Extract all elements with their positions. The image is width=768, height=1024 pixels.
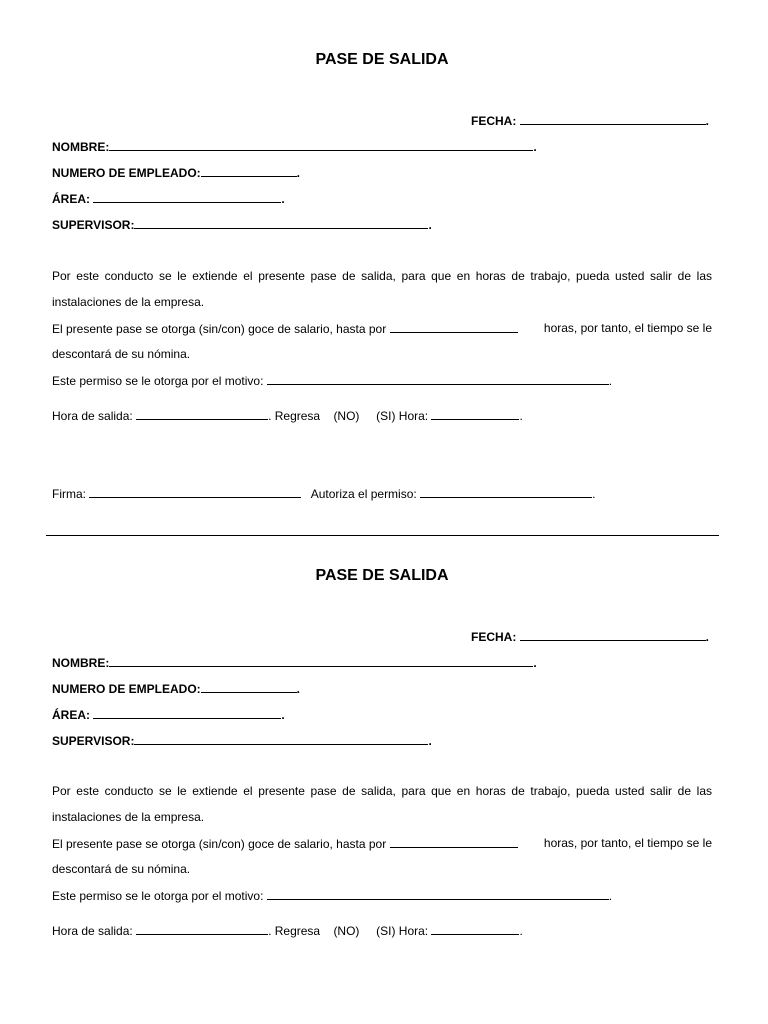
autoriza-blank[interactable] xyxy=(420,486,592,498)
nombre-row xyxy=(52,139,537,154)
area-blank[interactable] xyxy=(93,191,281,203)
area-blank[interactable] xyxy=(93,707,281,719)
fecha-blank[interactable] xyxy=(520,113,706,125)
fecha-period: . xyxy=(705,114,710,128)
motivo-blank[interactable] xyxy=(267,373,609,385)
motivo-label: Este permiso se le otorga por el motivo: xyxy=(52,889,264,903)
paragraph-2-line-2: descontará de su nómina. xyxy=(52,862,191,876)
para2-prefix: El presente pase se otorga (sin/con) goce de salario, hasta por xyxy=(52,322,387,336)
autoriza-label: Autoriza el permiso: xyxy=(310,487,417,501)
area-period: . xyxy=(281,708,285,722)
supervisor-row xyxy=(52,217,432,232)
empleado-blank[interactable] xyxy=(201,165,297,177)
area-label: ÁREA: xyxy=(52,192,90,206)
hora-salida-label: Hora de salida: xyxy=(52,924,133,938)
hora-regreso-blank[interactable] xyxy=(431,923,519,935)
area-label: ÁREA: xyxy=(52,708,90,722)
paragraph-2-line-1 xyxy=(52,321,712,336)
fecha-label: FECHA: xyxy=(471,630,517,644)
nombre-row xyxy=(52,655,537,670)
paragraph-2-line-1 xyxy=(52,836,712,851)
nombre-period: . xyxy=(533,140,537,154)
supervisor-period: . xyxy=(428,218,432,232)
area-row xyxy=(52,707,285,722)
empleado-row xyxy=(52,165,300,180)
paragraph-1-line-1: Por este conducto se le extiende el presente pase de salida, para que en horas de trabajo, pueda usted salir de las xyxy=(52,784,712,798)
empleado-label: NUMERO DE EMPLEADO: xyxy=(52,682,201,696)
motivo-label: Este permiso se le otorga por el motivo: xyxy=(52,374,264,388)
autoriza-period: . xyxy=(592,487,596,501)
hora-salida-blank[interactable] xyxy=(136,408,268,420)
supervisor-label: SUPERVISOR: xyxy=(52,218,135,232)
motivo-row xyxy=(52,373,612,388)
horas-blank[interactable] xyxy=(390,836,518,848)
area-period: . xyxy=(281,192,285,206)
motivo-period: . xyxy=(608,374,613,388)
motivo-row xyxy=(52,888,612,903)
fecha-label: FECHA: xyxy=(471,114,517,128)
hora-regreso-blank[interactable] xyxy=(431,408,519,420)
supervisor-row xyxy=(52,733,432,748)
motivo-period: . xyxy=(608,889,613,903)
no-option[interactable]: (NO) xyxy=(333,409,360,423)
supervisor-period: . xyxy=(428,734,432,748)
paragraph-2-line-2: descontará de su nómina. xyxy=(52,347,191,361)
fecha-row xyxy=(471,113,709,128)
motivo-blank[interactable] xyxy=(267,888,609,900)
nombre-blank[interactable] xyxy=(109,655,533,667)
supervisor-blank[interactable] xyxy=(134,733,428,745)
paragraph-1-line-2: instalaciones de la empresa. xyxy=(52,810,205,824)
horas-blank[interactable] xyxy=(390,321,518,333)
hora-salida-row xyxy=(52,408,523,423)
hora-period: . xyxy=(519,924,523,938)
no-option[interactable]: (NO) xyxy=(333,924,360,938)
firma-blank[interactable] xyxy=(89,486,301,498)
hora-salida-label: Hora de salida: xyxy=(52,409,133,423)
firma-label: Firma: xyxy=(52,487,86,501)
empleado-blank[interactable] xyxy=(201,681,297,693)
supervisor-blank[interactable] xyxy=(134,217,428,229)
supervisor-label: SUPERVISOR: xyxy=(52,734,135,748)
fecha-row xyxy=(471,629,709,644)
hora-period: . xyxy=(519,409,523,423)
para2-suffix: horas, por tanto, el tiempo se le xyxy=(543,321,712,335)
empleado-period: . xyxy=(296,166,301,180)
si-hora-label: (SI) Hora: xyxy=(376,409,429,423)
regresa-label: . Regresa xyxy=(268,924,321,938)
firma-row xyxy=(52,486,595,501)
regresa-label: . Regresa xyxy=(268,409,321,423)
nombre-label: NOMBRE: xyxy=(52,656,110,670)
form-title: PASE DE SALIDA xyxy=(315,51,449,68)
hora-salida-row xyxy=(52,923,523,938)
paragraph-1-line-1: Por este conducto se le extiende el presente pase de salida, para que en horas de trabajo, pueda usted salir de las xyxy=(52,269,712,283)
si-hora-label: (SI) Hora: xyxy=(376,924,429,938)
para2-prefix: El presente pase se otorga (sin/con) goce de salario, hasta por xyxy=(52,837,387,851)
area-row xyxy=(52,191,285,206)
hora-salida-blank[interactable] xyxy=(136,923,268,935)
form-divider xyxy=(46,535,719,536)
empleado-period: . xyxy=(296,682,301,696)
empleado-label: NUMERO DE EMPLEADO: xyxy=(52,166,201,180)
fecha-blank[interactable] xyxy=(520,629,706,641)
nombre-period: . xyxy=(533,656,537,670)
paragraph-1-line-2: instalaciones de la empresa. xyxy=(52,295,205,309)
nombre-blank[interactable] xyxy=(109,139,533,151)
para2-suffix: horas, por tanto, el tiempo se le xyxy=(543,836,712,850)
fecha-period: . xyxy=(705,630,710,644)
form-title: PASE DE SALIDA xyxy=(315,567,449,584)
nombre-label: NOMBRE: xyxy=(52,140,110,154)
empleado-row xyxy=(52,681,300,696)
